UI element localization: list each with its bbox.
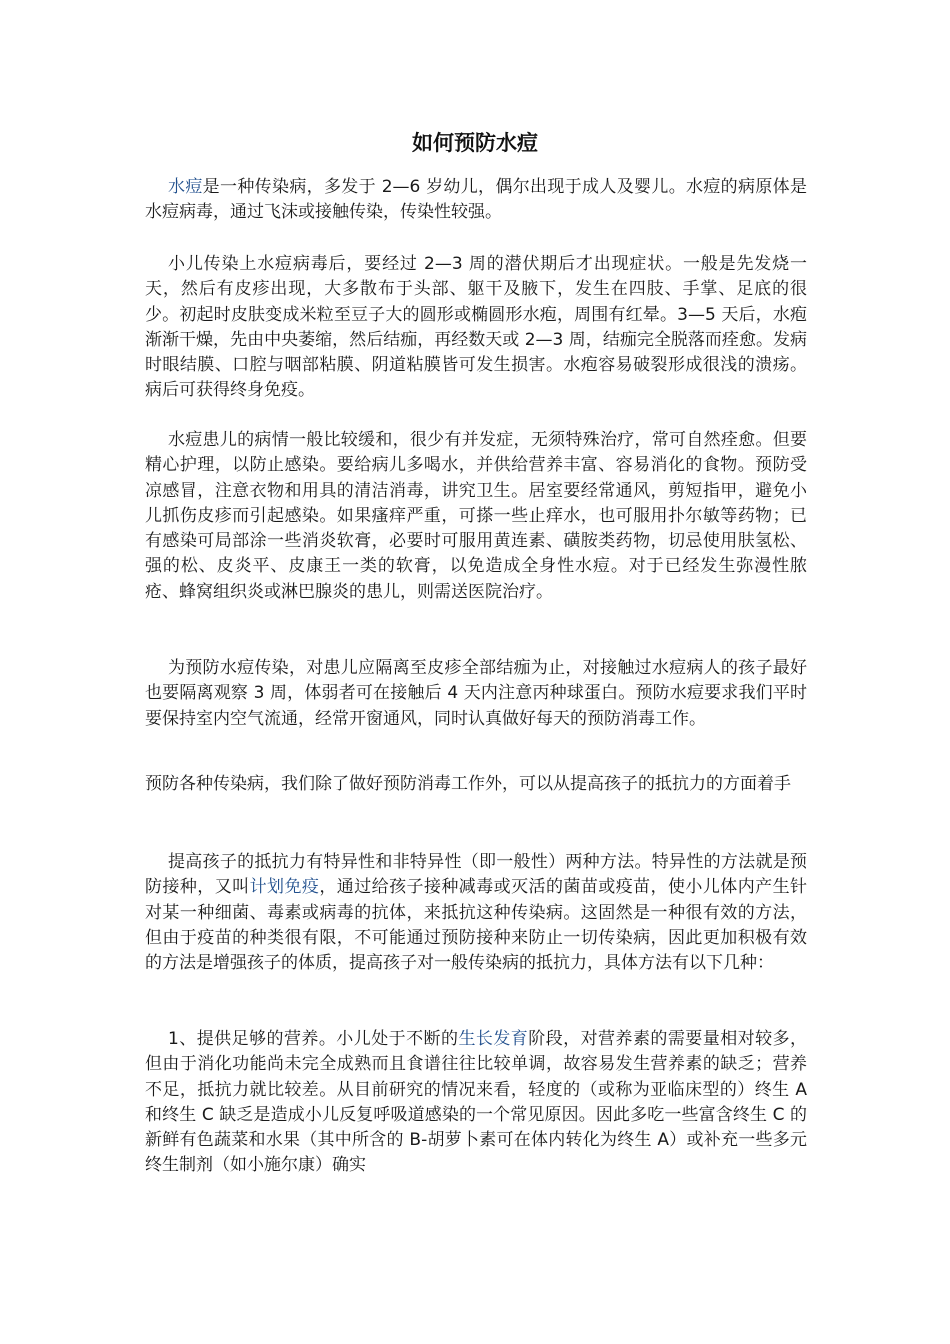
link-growth-development[interactable]: 生长发育 xyxy=(458,1029,529,1049)
paragraph-immunization-text-b: ，通过给孩子接种减毒或灭活的菌苗或疫苗，使小儿体内产生针对某一种细菌、毒素或病毒的抗体，来抵抗这种传染病。这固然是一种很有效的方法，但由于疫苗的种类很有限，不可能通过预防接种来防止一切传染病，因此更加积极有效的方法是增强孩子的体质，提高孩子对一般传染病的抵抗力，具体方法有以下几种： xyxy=(145,877,808,974)
paragraph-resistance-intro: 预防各种传染病，我们除了做好预防消毒工作外，可以从提高孩子的抵抗力的方面着手 xyxy=(145,774,791,794)
paragraph-care: 水痘患儿的病情一般比较缓和，很少有并发症，无须特殊治疗，常可自然痊愈。但要精心护理，以防止感染。要给病儿多喝水，并供给营养丰富、容易消化的食物。预防受凉感冒，注意衣物和用具的清洁消毒，讲究卫生。居室要经常通风，剪短指甲，避免小儿抓伤皮疹而引起感染。如果瘙痒严重，可搽一些止痒水，也可服用扑尔敏等药物；已有感染可局部涂一些消炎软膏，必要时可服用黄连素、磺胺类药物，切忌使用肤氢松、强的松、皮炎平、皮康王一类的软膏，以免造成全身性水痘。对于已经发生弥漫性脓疮、蜂窝组织炎或淋巴腺炎的患儿，则需送医院治疗。 xyxy=(145,430,807,602)
paragraph-immunization-text-a: 提高孩子的抵抗力有特异性和非特异性（即一般性）两种方法。特异性的方法就是预防接种，又叫 xyxy=(145,852,807,898)
paragraph-nutrition-text-a: 1、提供足够的营养。小儿处于不断的 xyxy=(168,1029,459,1049)
link-varicella[interactable]: 水痘 xyxy=(168,177,203,197)
paragraph-isolation: 为预防水痘传染，对患儿应隔离至皮疹全部结痂为止，对接触过水痘病人的孩子最好也要隔离观察 3 周，体弱者可在接触后 4 天内注意丙种球蛋白。预防水痘要求我们平时要保持室内空气流通，经常开窗通风，同时认真做好每天的预防消毒工作。 xyxy=(145,658,807,729)
link-planned-immunization[interactable]: 计划免疫 xyxy=(249,877,320,898)
paragraph-intro-text: 是一种传染病，多发于 2—6 岁幼儿，偶尔出现于成人及婴儿。水痘的病原体是水痘病毒，通过飞沫或接触传染，传染性较强。 xyxy=(145,177,807,223)
paragraph-immunization xyxy=(145,850,807,976)
page-title: 如何预防水痘 xyxy=(412,131,538,155)
paragraph-symptoms: 小儿传染上水痘病毒后，要经过 2—3 周的潜伏期后才出现症状。一般是先发烧一天，然后有皮疹出现，大多散布于头部、躯干及腋下，发生在四肢、手掌、足底的很少。初起时皮肤变成米粒至豆子大的圆形或椭圆形水疱，周围有红晕。3—5 天后，水疱渐渐干燥，先由中央萎缩，然后结痂，再经数天或 2—3 周，结痂完全脱落而痊愈。发病时眼结膜、口腔与咽部粘膜、阴道粘膜皆可发生损害。水疱容易破裂形成很浅的溃疡。病后可获得终身免疫。 xyxy=(145,254,807,401)
paragraph-nutrition-text-b: 阶段，对营养素的需要量相对较多，但由于消化功能尚未完全成熟而且食谱往往比较单调，故容易发生营养素的缺乏；营养不足，抵抗力就比较差。从目前研究的情况来看，轻度的（或称为亚临床型的）终生 A 和终生 C 缺乏是造成小儿反复呼吸道感染的一个常见原因。因此多吃一些富含终生 C 的新鲜有色蔬菜和水果（其中所含的 B-胡萝卜素可在体内转化为终生 A）或补充一些多元终生制剂（如小施尔康）确实 xyxy=(145,1029,807,1176)
paragraph-intro xyxy=(145,175,807,226)
paragraph-nutrition xyxy=(145,1027,807,1179)
